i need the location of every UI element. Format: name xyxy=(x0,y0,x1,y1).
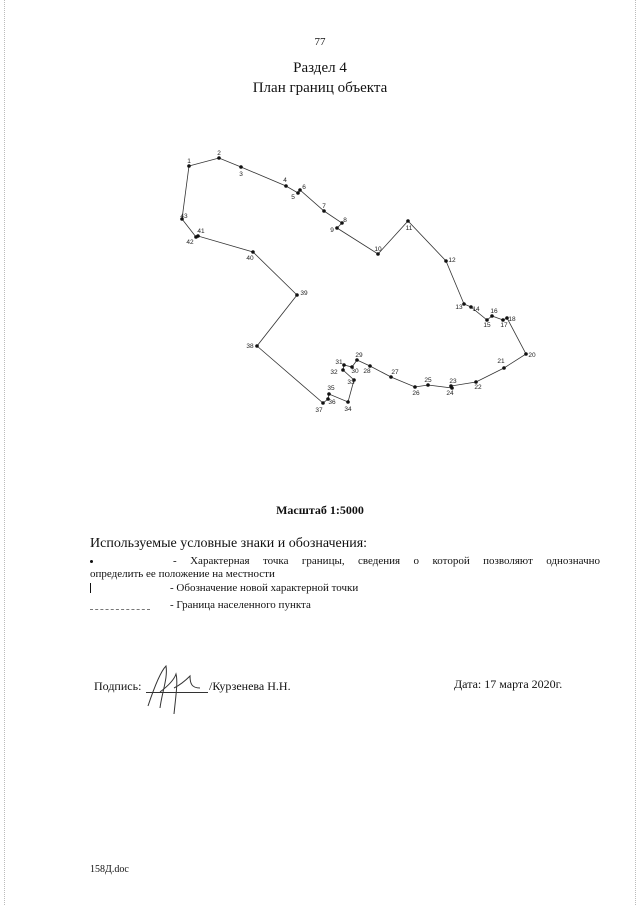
legend-item1-text: - Характерная точка границы, сведения о которой позволяют однозначно xyxy=(173,555,600,567)
legend-item1-continuation: определить ее положение на местности xyxy=(90,568,275,580)
boundary-point-label: 38 xyxy=(246,343,254,350)
boundary-point-label: 14 xyxy=(472,306,480,313)
boundary-point-label: 16 xyxy=(490,308,498,315)
handwritten-signature xyxy=(140,658,210,718)
boundary-point-label: 1 xyxy=(187,158,191,165)
boundary-point-label: 13 xyxy=(455,304,463,311)
boundary-point-label: 5 xyxy=(291,194,295,201)
boundary-point-label: 3 xyxy=(239,171,243,178)
boundary-point-label: 4 xyxy=(283,177,287,184)
boundary-point-label: 21 xyxy=(497,358,505,365)
boundary-point-marker xyxy=(255,344,259,348)
boundary-point-label: 12 xyxy=(448,257,456,264)
boundary-point-marker xyxy=(327,392,331,396)
boundary-point-label: 37 xyxy=(315,407,323,414)
boundary-point-marker xyxy=(335,226,339,230)
boundary-point-marker xyxy=(239,165,243,169)
boundary-point-label: 9 xyxy=(330,227,334,234)
legend-title: Используемые условные знаки и обозначения: xyxy=(90,536,368,551)
signature-name: /Курзенева Н.Н. xyxy=(209,679,291,693)
boundary-point-label: 6 xyxy=(302,184,306,191)
boundary-point-marker xyxy=(462,302,466,306)
boundary-point-label: 22 xyxy=(474,384,482,391)
boundary-point-label: 27 xyxy=(391,369,399,376)
boundary-point-label: 39 xyxy=(300,290,308,297)
boundary-point-label: 28 xyxy=(363,368,371,375)
boundary-point-label: 43 xyxy=(180,213,188,220)
boundary-point-label: 41 xyxy=(197,228,205,235)
boundary-point-marker xyxy=(342,363,346,367)
boundary-point-label: 33 xyxy=(347,379,355,386)
boundary-point-marker xyxy=(296,191,300,195)
footer-filename: 158Д.doc xyxy=(90,864,129,875)
boundary-point-label: 11 xyxy=(405,225,413,232)
boundary-point-label: 35 xyxy=(327,385,335,392)
boundary-point-label: 29 xyxy=(355,352,363,359)
boundary-points xyxy=(180,150,536,414)
boundary-point-label: 20 xyxy=(528,352,536,359)
settlement-boundary-symbol xyxy=(90,609,150,610)
legend-item-boundary-point xyxy=(90,555,600,568)
boundary-point-marker xyxy=(284,184,288,188)
boundary-point-marker xyxy=(524,352,528,356)
boundary-point-label: 8 xyxy=(343,217,347,224)
signature-date: Дата: 17 марта 2020г. xyxy=(454,677,563,691)
boundary-point-label: 15 xyxy=(483,322,491,329)
boundary-point-marker xyxy=(502,366,506,370)
boundary-point-label: 2 xyxy=(217,150,221,157)
boundary-point-symbol xyxy=(90,560,93,563)
section-title: Раздел 4 xyxy=(293,60,347,76)
boundary-point-label: 36 xyxy=(328,399,336,406)
boundary-point-label: 10 xyxy=(374,246,382,253)
boundary-point-marker xyxy=(321,401,325,405)
plan-title: План границ объекта xyxy=(252,80,388,96)
boundary-point-marker xyxy=(406,219,410,223)
boundary-point-marker xyxy=(194,235,198,239)
boundary-point-label: 30 xyxy=(351,368,359,375)
legend-item2-text: - Обозначение новой характерной точки xyxy=(170,582,359,594)
boundary-point-marker xyxy=(346,400,350,404)
boundary-point-label: 24 xyxy=(446,390,454,397)
boundary-point-marker xyxy=(444,259,448,263)
new-point-symbol xyxy=(90,583,91,593)
boundary-point-label: 34 xyxy=(344,406,352,413)
scale-label: Масштаб 1:5000 xyxy=(276,503,364,517)
boundary-point-marker xyxy=(413,385,417,389)
boundary-point-label: 7 xyxy=(322,203,326,210)
boundary-point-label: 17 xyxy=(500,322,508,329)
legend-item3-text: - Граница населенного пункта xyxy=(170,599,311,611)
boundary-point-marker xyxy=(295,293,299,297)
signature-line xyxy=(146,692,208,693)
boundary-polyline xyxy=(182,158,526,403)
page-number: 77 xyxy=(314,36,326,48)
boundary-point-label: 31 xyxy=(335,359,343,366)
boundary-point-label: 32 xyxy=(330,369,338,376)
boundary-point-label: 18 xyxy=(508,316,516,323)
boundary-point-label: 40 xyxy=(246,255,254,262)
boundary-point-marker xyxy=(251,250,255,254)
boundary-point-label: 23 xyxy=(449,378,457,385)
boundary-point-label: 25 xyxy=(424,377,432,384)
boundary-point-label: 26 xyxy=(412,390,420,397)
boundary-point-marker xyxy=(341,368,345,372)
signature-label: Подпись: xyxy=(94,679,142,693)
boundary-point-label: 42 xyxy=(186,239,194,246)
